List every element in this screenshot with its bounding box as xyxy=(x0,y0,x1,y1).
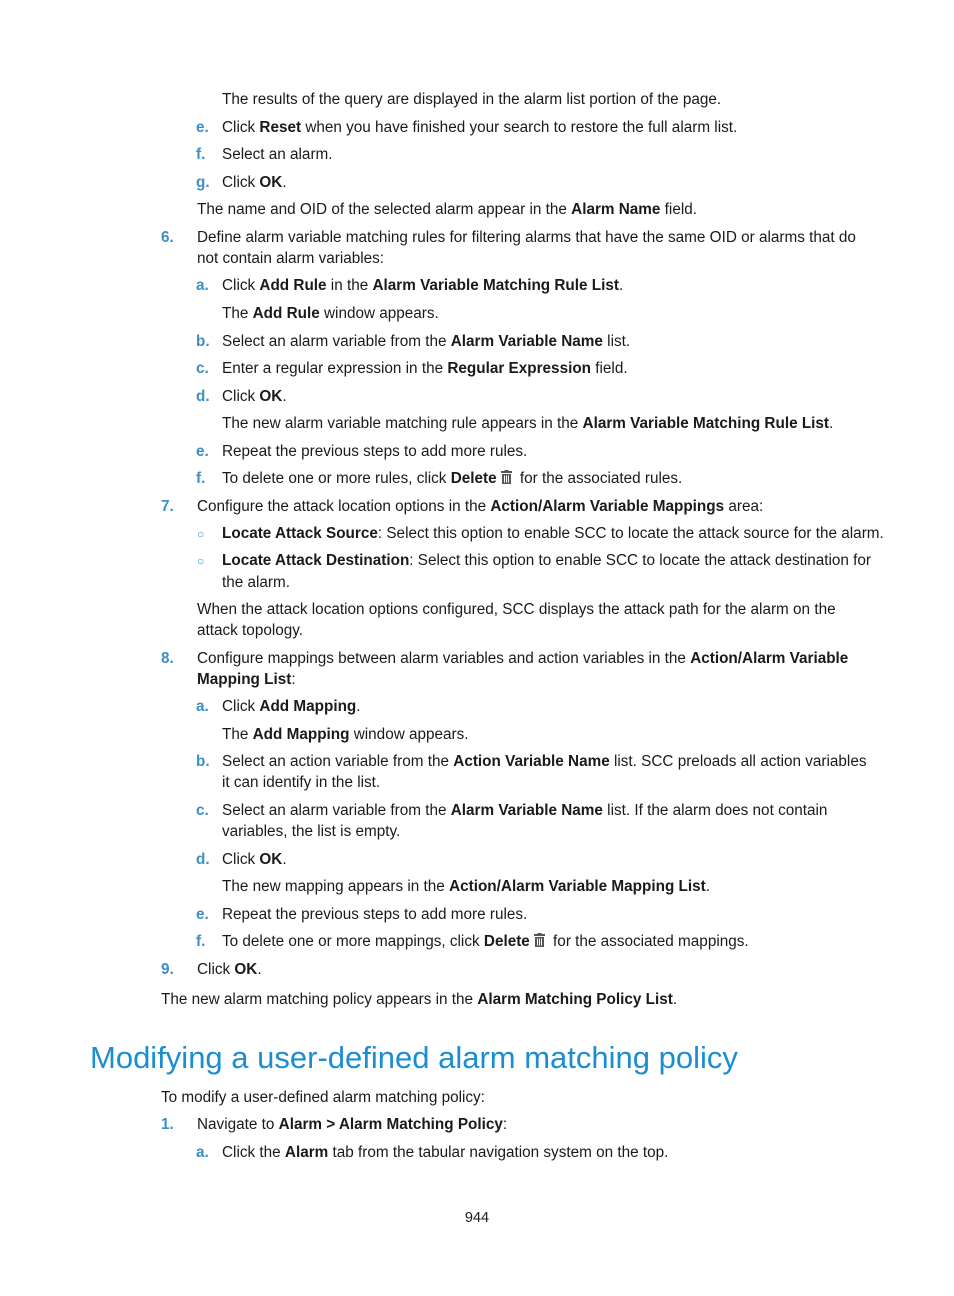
text-run: The new alarm matching policy appears in the xyxy=(161,991,478,1008)
text-line xyxy=(222,275,623,296)
text-run: The xyxy=(222,305,253,322)
bold-term: Regular Expression xyxy=(447,360,592,377)
page-number: 944 xyxy=(464,1210,490,1226)
section-heading: Modifying a user-defined alarm matching policy xyxy=(90,1040,738,1075)
text-run: Define alarm variable matching rules for filtering alarms that have the same OID or alarms that do xyxy=(197,229,856,246)
text-run: Click xyxy=(222,388,260,405)
text-line xyxy=(197,227,856,248)
text-line xyxy=(222,751,866,772)
text-run: field. xyxy=(660,201,697,218)
text-run: in the xyxy=(326,277,373,294)
text-line xyxy=(197,248,384,269)
trash-icon xyxy=(501,470,512,484)
text-line xyxy=(197,669,296,690)
bold-term: OK xyxy=(259,851,283,868)
text-run: area: xyxy=(724,498,764,515)
text-run: : xyxy=(291,671,296,688)
text-run: : Select this option to enable SCC to locate the attack source for the alarm. xyxy=(377,525,884,542)
text-line xyxy=(197,959,262,980)
text-run: : Select this option to enable SCC to locate the attack destination for xyxy=(409,552,872,569)
text-run: The name and OID of the selected alarm appear in the xyxy=(197,201,572,218)
bold-term: Locate Attack Destination xyxy=(222,552,410,569)
bold-term: Alarm > Alarm Matching Policy xyxy=(278,1116,503,1133)
bold-term: Locate Attack Source xyxy=(222,525,378,542)
text-line xyxy=(222,441,527,462)
text-run: The results of the query are displayed in the alarm list portion of the page. xyxy=(222,91,722,108)
text-line xyxy=(197,496,763,517)
text-line xyxy=(222,696,361,717)
text-run: . xyxy=(705,878,711,895)
text-line xyxy=(222,550,871,571)
text-line xyxy=(222,821,400,842)
text-run: Repeat the previous steps to add more rules. xyxy=(222,443,528,460)
list-marker: d. xyxy=(196,388,210,405)
bold-term: Alarm Variable Name xyxy=(450,802,603,819)
text-line xyxy=(222,468,682,489)
text-line xyxy=(222,904,527,925)
text-run: Click xyxy=(222,277,260,294)
bold-term: Alarm Variable Matching Rule List xyxy=(582,415,830,432)
trash-icon xyxy=(534,933,545,947)
text-run: Repeat the previous steps to add more rules. xyxy=(222,906,528,923)
bold-term: Alarm Variable Matching Rule List xyxy=(372,277,619,294)
text-line xyxy=(222,931,749,952)
list-marker: b. xyxy=(196,753,210,770)
text-run: When the attack location options configured, SCC displays the attack path for the alarm on the xyxy=(197,601,836,618)
text-line xyxy=(161,1087,485,1108)
text-line xyxy=(222,800,827,821)
text-run: Navigate to xyxy=(197,1116,279,1133)
text-run: for the associated rules. xyxy=(515,470,683,487)
text-line xyxy=(197,599,836,620)
bold-term: Add Rule xyxy=(252,305,320,322)
text-run: . xyxy=(829,415,834,432)
text-line xyxy=(222,1142,668,1163)
bold-term: Add Mapping xyxy=(259,698,357,715)
text-run: Select an alarm. xyxy=(222,146,333,163)
text-line xyxy=(222,117,737,138)
text-line xyxy=(197,1114,507,1135)
list-marker: e. xyxy=(196,443,209,460)
text-run: Configure mappings between alarm variables and action variables in the xyxy=(197,650,691,667)
bold-term: Delete xyxy=(483,933,530,950)
text-run: Click the xyxy=(222,1144,285,1161)
text-line xyxy=(222,331,630,352)
text-run: when you have finished your search to restore the full alarm list. xyxy=(301,119,738,136)
text-run: field. xyxy=(591,360,628,377)
text-run: . xyxy=(282,388,287,405)
text-run: attack topology. xyxy=(197,622,304,639)
text-run: for the associated mappings. xyxy=(548,933,749,950)
list-marker: 1. xyxy=(161,1116,174,1133)
bold-term: Action/Alarm Variable xyxy=(690,650,849,667)
list-marker: g. xyxy=(196,174,210,191)
text-line xyxy=(222,303,439,324)
text-run: . xyxy=(672,991,678,1008)
text-run: . xyxy=(356,698,361,715)
list-marker: 6. xyxy=(161,229,174,246)
text-line xyxy=(197,199,697,220)
bold-term: Alarm Variable Name xyxy=(450,333,603,350)
bold-term: OK xyxy=(259,174,283,191)
bullet-marker: ○ xyxy=(197,527,205,541)
bold-term: Action/Alarm Variable Mapping List xyxy=(449,878,706,895)
text-line xyxy=(222,523,884,544)
text-run: Click xyxy=(222,698,260,715)
list-marker: d. xyxy=(196,851,210,868)
bold-term: Alarm Name xyxy=(571,201,661,218)
bullet-marker: ○ xyxy=(197,554,205,568)
text-run: list. If the alarm does not contain xyxy=(602,802,828,819)
bold-term: Add Rule xyxy=(259,277,327,294)
bold-term: Alarm xyxy=(284,1144,329,1161)
list-marker: e. xyxy=(196,119,209,136)
bold-term: OK xyxy=(234,961,258,978)
text-line xyxy=(222,386,287,407)
text-line xyxy=(197,648,848,669)
list-marker: f. xyxy=(196,933,206,950)
text-run: Click xyxy=(197,961,235,978)
text-line xyxy=(222,89,721,110)
list-marker: a. xyxy=(196,1144,209,1161)
list-marker: f. xyxy=(196,470,206,487)
text-run: The xyxy=(222,726,253,743)
text-run: list. xyxy=(602,333,631,350)
text-run: The new mapping appears in the xyxy=(222,878,450,895)
text-run: Click xyxy=(222,119,260,136)
text-run: . xyxy=(282,851,287,868)
bold-term: Alarm Matching Policy List xyxy=(477,991,673,1008)
bold-term: Add Mapping xyxy=(252,726,350,743)
text-run: Select an action variable from the xyxy=(222,753,454,770)
text-run: . xyxy=(282,174,287,191)
text-line xyxy=(222,413,833,434)
text-run: . xyxy=(618,277,624,294)
text-run: Select an alarm variable from the xyxy=(222,802,451,819)
list-marker: c. xyxy=(196,802,209,819)
bold-term: Delete xyxy=(450,470,497,487)
list-marker: a. xyxy=(196,698,209,715)
text-run: not contain alarm variables: xyxy=(197,250,385,267)
text-run: variables, the list is empty. xyxy=(222,823,401,840)
text-line xyxy=(222,172,287,193)
bold-term: Mapping List xyxy=(197,671,292,688)
text-run: To delete one or more mappings, click xyxy=(222,933,484,950)
text-run: window appears. xyxy=(319,305,439,322)
text-run: The new alarm variable matching rule appears in the xyxy=(222,415,583,432)
list-marker: a. xyxy=(196,277,209,294)
text-line xyxy=(222,876,710,897)
text-line xyxy=(222,724,469,745)
text-run: Click xyxy=(222,174,260,191)
text-line xyxy=(222,358,628,379)
bold-term: Action Variable Name xyxy=(453,753,610,770)
text-run: : xyxy=(502,1116,508,1133)
text-line xyxy=(161,989,677,1010)
list-marker: f. xyxy=(196,146,206,163)
text-run: Click xyxy=(222,851,260,868)
list-marker: b. xyxy=(196,333,210,350)
text-run: . xyxy=(257,961,262,978)
list-marker: e. xyxy=(196,906,209,923)
text-line xyxy=(197,620,303,641)
list-marker: c. xyxy=(196,360,209,377)
bold-term: Reset xyxy=(259,119,302,136)
text-line xyxy=(222,849,287,870)
text-run: To modify a user-defined alarm matching policy: xyxy=(161,1089,485,1106)
list-marker: 8. xyxy=(161,650,174,667)
text-line xyxy=(222,772,380,793)
list-marker: 9. xyxy=(161,961,174,978)
text-run: Select an alarm variable from the xyxy=(222,333,451,350)
bold-term: OK xyxy=(259,388,283,405)
text-run: To delete one or more rules, click xyxy=(222,470,451,487)
bold-term: Action/Alarm Variable Mappings xyxy=(490,498,725,515)
text-run: Configure the attack location options in the xyxy=(197,498,491,515)
text-line xyxy=(222,144,333,165)
text-run: window appears. xyxy=(349,726,469,743)
text-run: tab from the tabular navigation system on the top. xyxy=(328,1144,669,1161)
text-run: list. SCC preloads all action variables xyxy=(609,753,867,770)
text-run: the alarm. xyxy=(222,574,291,591)
text-run: it can identify in the list. xyxy=(222,774,381,791)
text-line xyxy=(222,572,290,593)
text-run: Enter a regular expression in the xyxy=(222,360,448,377)
list-marker: 7. xyxy=(161,498,174,515)
